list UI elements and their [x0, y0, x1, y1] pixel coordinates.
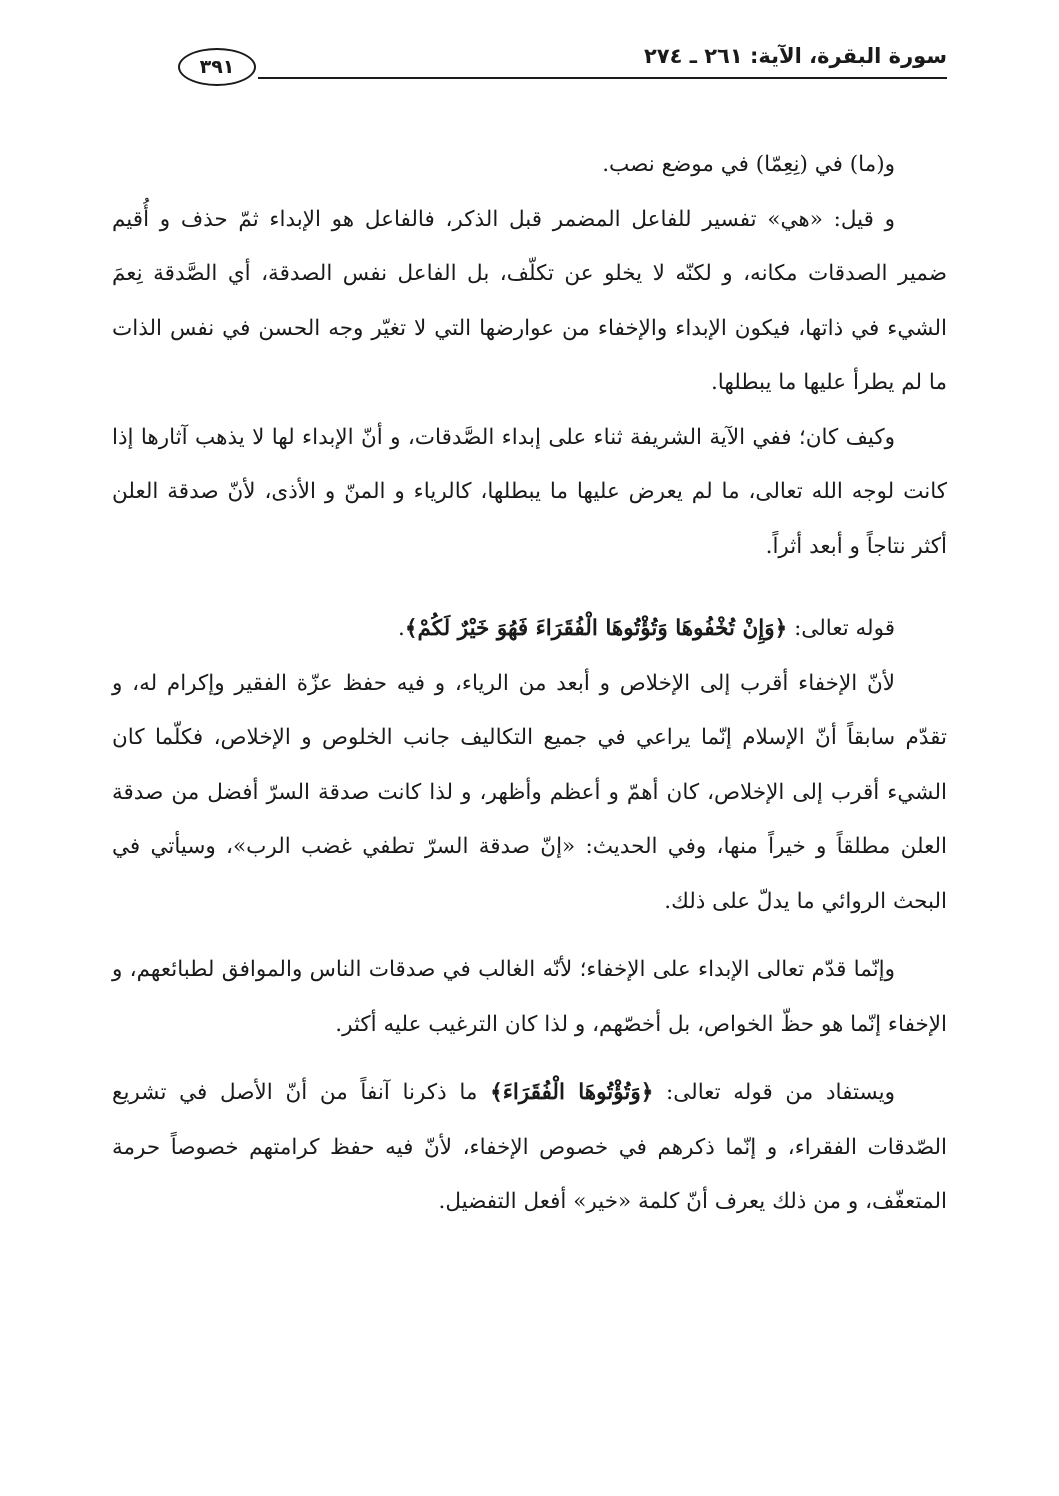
paragraph-5: وإنّما قدّم تعالى الإبداء على الإخفاء؛ لأنّه الغالب في صدقات الناس والموافق لطبائعهم، و الإخفاء إنّما هو حظّ الخواص، بل أخصّهم، و لذا كان الترغيب عليه أكثر. [112, 957, 947, 1037]
paragraph-6 [112, 1066, 947, 1230]
body-text [112, 138, 947, 1230]
paragraph-2: و قيل: «هي» تفسير للفاعل المضمر قبل الذكر، فالفاعل هو الإبداء ثمّ حذف و أُقيم ضمير الصدقات مكانه، و لكنّه لا يخلو عن تكلّف، بل الفاعل نفس الصدقة، أي الصَّدقة نِعمَ الشيء في ذاتها، فيكون الإبداء والإخفاء من عوارضها التي لا تغيّر وجه الحسن في نفس الذات ما لم يطرأ عليها ما يبطلها. [112, 206, 947, 395]
quran-verse: ﴿وَتُؤْتُوهَا الْفُقَرَاءَ﴾ [490, 1080, 654, 1105]
verse-intro: ويستفاد من قوله تعالى: [653, 1080, 896, 1105]
paragraph-3: وكيف كان؛ ففي الآية الشريفة ثناء على إبداء الصَّدقات، و أنّ الإبداء لها لا يذهب آثارها إذا كانت لوجه الله تعالى، ما لم يعرض عليها ما يبطلها، كالرياء و المنّ و الأذى، لأنّ صدقة العلن أكثر نتاجاً و أبعد أثراً. [112, 424, 947, 559]
header-title: سورة البقرة، الآية: ٢٦١ ـ ٢٧٤ [643, 44, 947, 68]
page-number: ٣٩١ [178, 48, 256, 86]
header-rule [258, 77, 947, 79]
quran-verse: ﴿وَإِنْ تُخْفُوهَا وَتُؤْتُوهَا الْفُقَرَاءَ فَهُوَ خَيْرٌ لَكُمْ﴾ [404, 616, 788, 641]
paragraph-1: و(ما) في (نِعِمّا) في موضع نصب. [602, 152, 895, 177]
paragraph-4: لأنّ الإخفاء أقرب إلى الإخلاص و أبعد من الرياء، و فيه حفظ عزّة الفقير وإكرام له، و تقدّم سابقاً أنّ الإسلام إنّما يراعي في جميع التكاليف جانب الخلوص و الإخلاص، فكلّما كان الشيء أقرب إلى الإخلاص، كان أهمّ و أعظم وأظهر، و لذا كانت صدقة السرّ أفضل من صدقة العلن مطلقاً و خيراً منها، وفي الحديث: «إنّ صدقة السرّ تطفي غضب الرب»، وسيأتي في البحث الروائي ما يدلّ على ذلك. [112, 670, 947, 914]
paragraph-6-continuation: ما ذكرنا آنفاً من أنّ الأصل في تشريع الصّدقات الفقراء، و إنّما ذكرهم في خصوص الإخفاء، لأنّ فيه حفظ كرامتهم خصوصاً حرمة المتعفّف، و من ذلك يعرف أنّ كلمة «خير» أفعل التفضيل. [112, 1080, 947, 1214]
verse-heading-1 [112, 602, 947, 657]
verse-end: . [398, 616, 405, 641]
verse-intro: قوله تعالى: [787, 616, 895, 641]
running-header [118, 40, 947, 80]
